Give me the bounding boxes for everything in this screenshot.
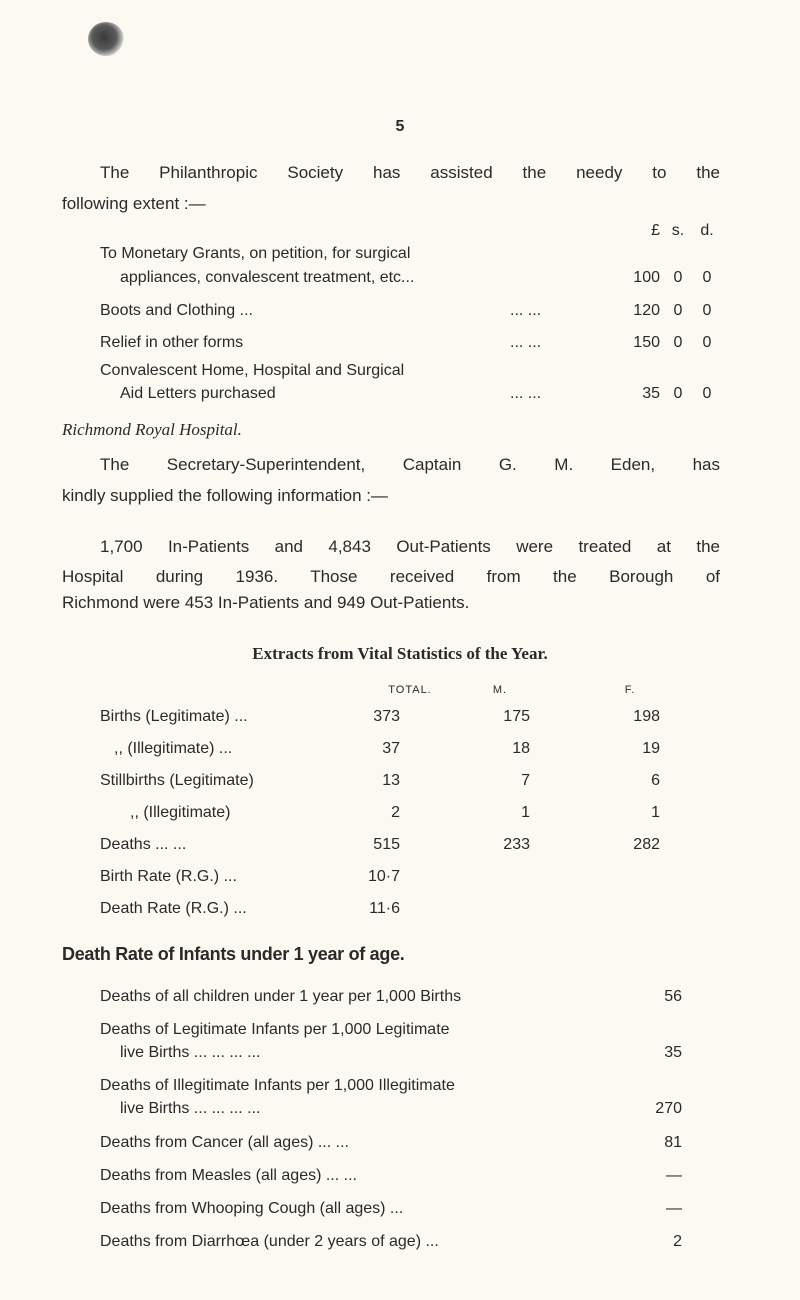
infant-row-label: Deaths from Whooping Cough (all ages) ... (100, 1200, 404, 1217)
vital-total: 13 (382, 772, 400, 789)
amount-shillings: 0 (673, 385, 683, 402)
amount-shillings: 0 (673, 269, 683, 286)
infant-row-label: Deaths from Diarrhœa (under 2 years of age) ... (100, 1233, 439, 1250)
philanthropic-row-label: Relief in other forms (100, 334, 244, 351)
hospital-para1-line2: kindly supplied the following information :— (62, 486, 389, 505)
philanthropic-intro-line1: The Philanthropic Society has assisted the needy to the (100, 163, 720, 182)
amount-pence: 0 (702, 302, 712, 319)
vital-row-label: ,, (Illegitimate) ... (114, 740, 233, 757)
leader-dots: ... ... (510, 334, 542, 351)
table-title: Extracts from Vital Statistics of the Year. (252, 644, 548, 663)
section-heading: Death Rate of Infants under 1 year of age. (62, 944, 405, 964)
vital-row-label: Death Rate (R.G.) ... (100, 900, 247, 917)
infant-row-label: Deaths of all children under 1 year per 1,000 Births (100, 988, 462, 1005)
vital-total: 515 (373, 836, 400, 853)
amount-pounds: 120 (633, 302, 660, 319)
philanthropic-row-label: appliances, convalescent treatment, etc... (120, 269, 415, 286)
vital-row-label: Stillbirths (Legitimate) (100, 772, 254, 789)
infant-value: — (666, 1200, 682, 1217)
column-header-shillings: s. (671, 222, 685, 239)
philanthropic-intro-line2: following extent :— (62, 194, 206, 213)
leader-dots: ... ... (510, 302, 542, 319)
infant-row-label: Deaths from Cancer (all ages) ... ... (100, 1134, 349, 1151)
infant-value: 35 (664, 1044, 682, 1061)
vital-total: 373 (373, 708, 400, 725)
column-header-pence: d. (700, 222, 714, 239)
infant-value: 81 (664, 1134, 682, 1151)
amount-pence: 0 (702, 334, 712, 351)
vital-male: 7 (521, 772, 530, 789)
infant-row-label: live Births ... ... ... ... (120, 1044, 261, 1061)
infant-value: 270 (655, 1100, 682, 1117)
vital-row-label: Birth Rate (R.G.) ... (100, 868, 237, 885)
infant-value: — (666, 1167, 682, 1184)
amount-pounds: 35 (642, 385, 660, 402)
philanthropic-row-label: To Monetary Grants, on petition, for surgical (100, 245, 411, 262)
vital-female: 1 (651, 804, 660, 821)
vital-female: 198 (633, 708, 660, 725)
infant-row-label: Deaths of Illegitimate Infants per 1,000 Illegitimate (100, 1077, 455, 1094)
infant-value: 2 (673, 1233, 682, 1250)
vital-male: 1 (521, 804, 530, 821)
hospital-para1-line1: The Secretary-Superintendent, Captain G. M. Eden, has (100, 455, 720, 474)
amount-pence: 0 (702, 385, 712, 402)
column-header-pounds: £ (651, 222, 660, 239)
infant-row-label: Deaths from Measles (all ages) ... ... (100, 1167, 357, 1184)
hospital-para2-line1: 1,700 In-Patients and 4,843 Out-Patients were treated at the (100, 537, 720, 556)
vital-total: 11·6 (369, 900, 400, 917)
vital-row-label: Births (Legitimate) ... (100, 708, 248, 725)
vital-row-label: Deaths ... ... (100, 836, 187, 853)
vital-male: 18 (512, 740, 530, 757)
vital-male: 175 (503, 708, 530, 725)
vital-total: 10·7 (367, 868, 400, 885)
column-header-male: M. (492, 684, 508, 696)
amount-shillings: 0 (673, 302, 683, 319)
vital-female: 6 (651, 772, 660, 789)
infant-value: 56 (664, 988, 682, 1005)
column-header-total: TOTAL. (388, 684, 432, 696)
philanthropic-row-label: Convalescent Home, Hospital and Surgical (100, 362, 405, 379)
vital-male: 233 (503, 836, 530, 853)
leader-dots: ... ... (510, 385, 542, 402)
hospital-para2-line2: Hospital during 1936. Those received from the Borough of (62, 567, 720, 586)
infant-row-label: live Births ... ... ... ... (120, 1100, 261, 1117)
hospital-para2-line3: Richmond were 453 In-Patients and 949 Out-Patients. (62, 593, 470, 612)
ink-blot (88, 22, 124, 56)
amount-pence: 0 (702, 269, 712, 286)
philanthropic-row-label: Boots and Clothing ... (100, 302, 253, 319)
amount-pounds: 150 (633, 334, 660, 351)
infant-row-label: Deaths of Legitimate Infants per 1,000 Legitimate (100, 1021, 450, 1038)
column-header-female: F. (624, 684, 636, 696)
vital-total: 2 (391, 804, 400, 821)
amount-pounds: 100 (633, 269, 660, 286)
vital-female: 19 (642, 740, 660, 757)
philanthropic-row-label: Aid Letters purchased (120, 385, 276, 402)
vital-female: 282 (633, 836, 660, 853)
amount-shillings: 0 (673, 334, 683, 351)
section-heading: Richmond Royal Hospital. (62, 420, 242, 439)
vital-total: 37 (382, 740, 400, 757)
vital-row-label: ,, (Illegitimate) (130, 804, 231, 821)
page-number: 5 (395, 118, 405, 135)
